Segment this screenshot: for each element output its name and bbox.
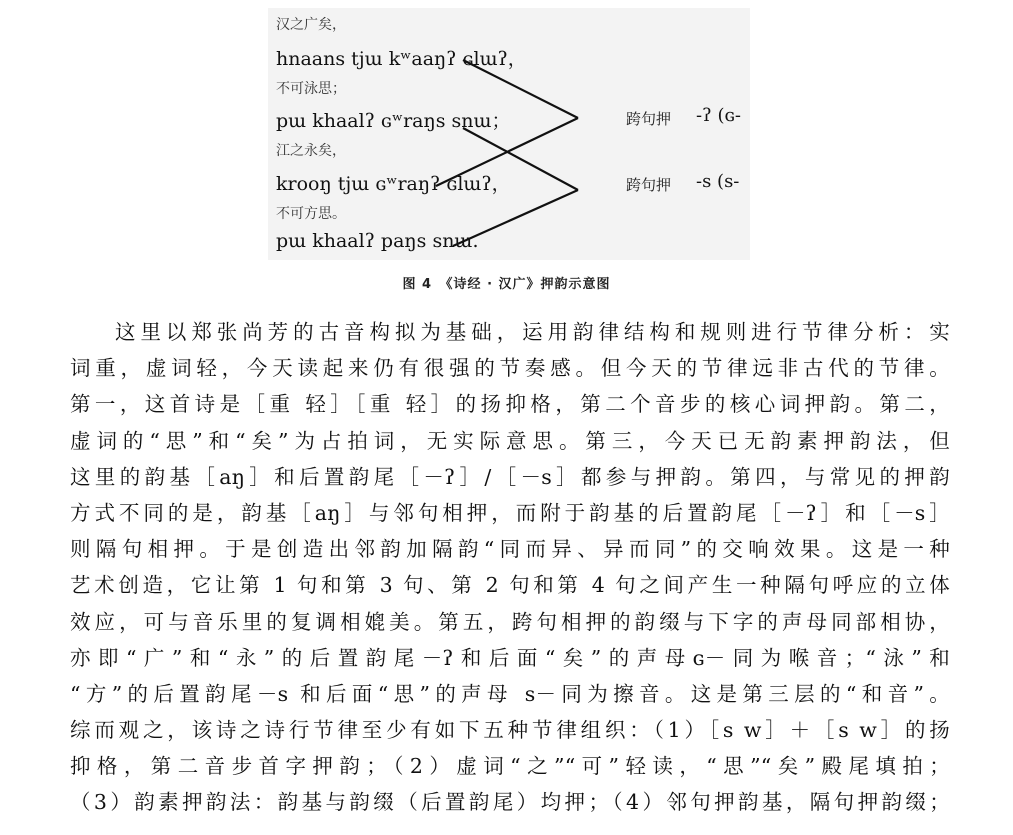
- rhyme-glottal: -ʔ (ɢ-: [696, 105, 741, 126]
- connector-line-1: [463, 60, 578, 118]
- text-line: 综而观之，该诗之诗行节律至少有如下五种节律组织：（1）［s w］＋［s w］的扬: [70, 718, 950, 743]
- text-line: 效应，可与音乐里的复调相媲美。第五，跨句相押的韵缀与下字的声母同部相协，: [70, 609, 950, 634]
- text-line: （3）韵素押韵法：韵基与韵缀（后置韵尾）均押；（4）邻句押韵基，隔句押韵缀；: [70, 790, 950, 815]
- paragraph: [70, 314, 950, 821]
- rhyme-sibilant: -s (s-: [696, 171, 740, 192]
- text-line: 这里以郑张尚芳的古音构拟为基础，运用韵律结构和规则进行节律分析：实: [115, 320, 950, 344]
- connector-line-3: [463, 128, 578, 190]
- rhyme-connector-lines: [268, 8, 750, 260]
- text-line: 亦即“广”和“永”的后置韵尾－ʔ和后面“矣”的声母ɢ－同为喉音；“泳”和: [70, 645, 950, 670]
- text-line: 第一，这首诗是［重 轻］［重 轻］的扬抑格，第二个音步的核心词押韵。第二，: [70, 392, 950, 417]
- poem-line-reconstruction: pɯ khaalʔ paŋs snɯ.: [276, 230, 479, 252]
- text-line: 抑格，第二音步首字押韵；（2）虚词“之”“可”轻读，“思”“矣”殿尾填拍；: [70, 754, 950, 779]
- poem-line-reconstruction: hnaans tjɯ kʷaaŋʔ ɢlɯʔ，: [276, 48, 527, 70]
- text-line: 艺术创造，它让第 1 句和第 3 句、第 2 句和第 4 句之间产生一种隔句呼应的立体: [70, 573, 950, 598]
- text-line: 则隔句相押。于是创造出邻韵加隔韵“同而异、异而同”的交响效果。这是一种: [70, 537, 950, 562]
- rhyme-diagram: [268, 8, 750, 260]
- poem-line-reconstruction: pɯ khaalʔ ɢʷraŋs snɯ；: [276, 110, 511, 132]
- text-line: 词重，虚词轻，今天读起来仍有很强的节奏感。但今天的节律远非古代的节律。: [70, 356, 950, 381]
- poem-line-chinese: 汉之广矣，: [276, 17, 346, 33]
- connector-line-4: [453, 190, 578, 246]
- text-line: 方式不同的是，韵基［aŋ］与邻句相押，而附于韵基的后置韵尾［－ʔ］和［－s］: [70, 500, 950, 525]
- poem-line-chinese: 不可泳思；: [276, 81, 346, 97]
- cross-line-rhyme-label: 跨句押: [626, 176, 672, 194]
- poem-line-reconstruction: krooŋ tjɯ ɢʷraŋʔ ɢlɯʔ，: [276, 173, 511, 195]
- text-line: 这里的韵基［aŋ］和后置韵尾［－ʔ］/［－s］都参与押韵。第四，与常见的押韵: [70, 464, 950, 489]
- poem-line-chinese: 江之永矣，: [276, 143, 346, 159]
- text-line: “方”的后置韵尾－s 和后面“思”的声母 s－同为擦音。这是第三层的“和音”。: [70, 681, 950, 706]
- cross-line-rhyme-label: 跨句押: [626, 110, 672, 128]
- figure-caption: 图 4 《诗经 · 汉广》押韵示意图: [402, 277, 611, 292]
- poem-line-chinese: 不可方思。: [276, 206, 346, 222]
- text-line: 虚词的“思”和“矣”为占拍词，无实际意思。第三，今天已无韵素押韵法，但: [70, 428, 950, 453]
